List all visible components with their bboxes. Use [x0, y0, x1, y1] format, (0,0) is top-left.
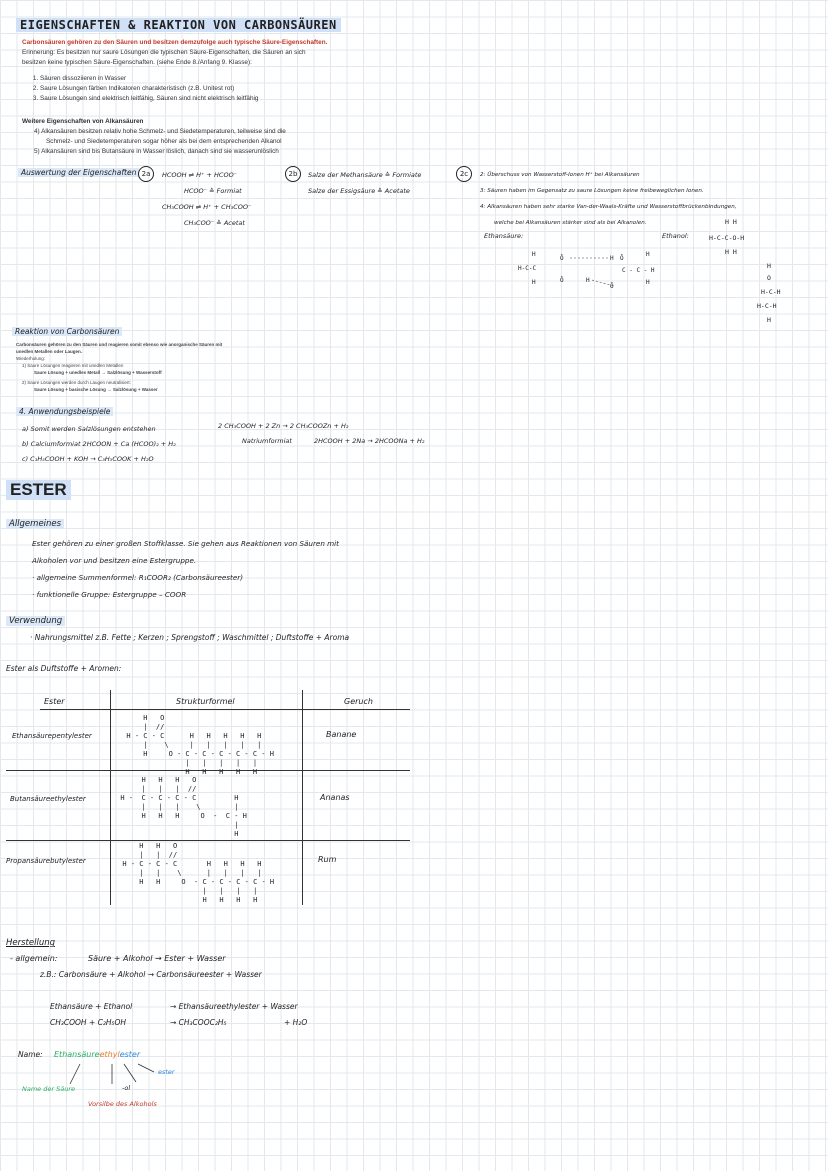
structure-ethansaeurepentylester: H O | // H - C - C H H H H H | \ | | | | | H O - C - C - C - C - C - H | | | | | H H H H H — [126, 714, 274, 776]
ester-heading: ESTER — [6, 480, 71, 500]
table-header-rule — [40, 709, 410, 710]
svg-text:H: H — [646, 251, 650, 258]
intro-bold: Carbonsäuren gehören zu den Säuren und besitzen demzufolge auch typische Säure-Eigenschaften. — [22, 39, 328, 46]
table-col-rule-1 — [110, 690, 111, 905]
herstellung-line-1: Säure + Alkohol → Ester + Wasser — [88, 954, 226, 963]
intro-block — [22, 38, 342, 104]
ethanol-structure — [705, 216, 785, 326]
svg-text:H: H — [610, 255, 614, 262]
wiederholung-1: 1) Saure Lösungen reagieren mit unedlen Metallen — [22, 363, 124, 368]
annotation-ol: -ol — [122, 1084, 131, 1092]
table-row-name: Butansäureethylester — [10, 795, 86, 803]
verwendung-heading: Verwendung — [6, 616, 65, 626]
svg-text:H: H — [767, 262, 771, 270]
svg-text:Ō: Ō — [610, 283, 614, 290]
note-2: 2: Überschuss von Wasserstoff-Ionen H⁺ bei Alkansäuren — [480, 172, 640, 178]
circle-2a: 2a — [138, 166, 154, 182]
wiederholung-2: 2) Saure Lösungen werden durch Laugen neutralisiert: — [22, 380, 131, 385]
table-row-smell: Ananas — [320, 793, 350, 802]
circle-2c: 2c — [456, 166, 472, 182]
intro-line-2: Erinnerung: Es besitzen nur saure Lösungen die typischen Säure-Eigenschaften, die Säuren an sich — [22, 49, 306, 56]
auswertung-2b-block — [308, 167, 421, 199]
circle-2b: 2b — [285, 166, 301, 182]
allgemein-line-1: Ester gehören zu einer großen Stoffklasse. Sie gehen aus Reaktionen von Säuren mit — [32, 539, 339, 548]
note-3: 3: Säuren haben im Gegensatz zu saure Lösungen keine freibeweglichen Ionen. — [480, 188, 704, 194]
wiederholung-1b: Saure Lösung + unedles Metall → Salzlösung + Wasserstoff — [34, 370, 162, 375]
anwendung-b: b) Calciumformiat 2HCOON + Ca (HCOO)₂ + H₂ — [22, 440, 176, 448]
list-item: 1. Säuren dissoziieren in Wasser — [40, 74, 342, 84]
auswertung-2a-block — [162, 167, 251, 231]
weitere-heading: Weitere Eigenschaften von Alkansäuren — [22, 118, 144, 125]
svg-text:Ō: Ō — [560, 255, 564, 262]
svg-text:H: H — [767, 316, 771, 324]
svg-text:H: H — [646, 279, 650, 286]
annotation-alkohol: Vorsilbe des Alkohols — [88, 1100, 157, 1108]
eq-formiat: HCOO⁻ ≙ Formiat — [184, 187, 242, 195]
reaktion-red-1: Carbonsäuren gehören zu den Säuren und reagieren somit ebenso wie anorganische Säuren mit — [16, 342, 223, 347]
reaktion-red-2: unedlen Metallen oder Laugen. — [16, 349, 83, 354]
allgemein-line-4: · funktionelle Gruppe: Estergruppe – COOR — [32, 590, 187, 599]
list-item: 3. Saure Lösungen sind elektrisch leitfähig, Säuren sind nicht elektrisch leitfähig — [40, 94, 342, 104]
anwendung-heading: 4. Anwendungsbeispiele — [16, 407, 113, 416]
auswertung-label: Auswertung der Eigenschaften — [18, 168, 139, 177]
eq-hcooh: HCOOH ⇌ H⁺ + HCOO⁻ — [162, 171, 238, 179]
note-4: 4: Alkansäuren haben sehr starke Van-der-Waals-Kräfte und Wasserstoffbrückenbindungen, — [480, 204, 737, 210]
weitere-item-4b: Schmelz- und Siedetemperaturen sogar höher als bei dem entsprechenden Alkanol — [46, 138, 282, 145]
allgemeines-heading: Allgemeines — [6, 519, 64, 529]
verwendung-line: · Nahrungsmittel z.B. Fette ; Kerzen ; Sprengstoff ; Waschmittel ; Duftstoffe + Aroma — [30, 633, 350, 642]
svg-text:H: H — [532, 251, 536, 258]
table-row-smell: Banane — [326, 730, 357, 739]
name-example — [54, 1050, 140, 1059]
herstellung-allgemein-label: - allgemein: — [10, 954, 58, 963]
table-row-rule-2 — [6, 840, 410, 841]
svg-text:O: O — [767, 274, 771, 282]
list-item: 2. Saure Lösungen färben Indikatoren charakteristisch (z.B. Unitest rot) — [40, 84, 342, 94]
svg-text:H: H — [586, 277, 590, 284]
svg-text:Ō: Ō — [620, 255, 624, 262]
svg-text:H-C-C: H-C-C — [518, 265, 537, 272]
herstellung-line-4b: → CH₃COOC₂H₅ — [170, 1018, 227, 1027]
ethansaeure-label: Ethansäure: — [484, 232, 524, 240]
salze-methansaeure: Salze der Methansäure ≙ Formiate — [308, 171, 422, 179]
herstellung-line-3b: → Ethansäureethylester + Wasser — [170, 1002, 298, 1011]
anwendung-eq-2: 2HCOOH + 2Na → 2HCOONa + H₂ — [314, 437, 425, 445]
table-col-rule-2 — [302, 690, 303, 905]
herstellung-heading: Herstellung — [6, 938, 55, 948]
reaktion-block — [16, 341, 222, 393]
hydrogen-bond-diagram — [510, 248, 680, 298]
anwendung-list — [22, 422, 176, 467]
weitere-item-4a: 4) Alkansäuren besitzen relativ hohe Schmelz- und Siedetemperaturen, teilweise sind die — [34, 128, 286, 135]
reaktion-heading: Reaktion von Carbonsäuren — [12, 327, 122, 336]
anwendung-c: c) C₃H₅COOH + KOH → C₃H₅COOK + H₂O — [22, 455, 154, 463]
salze-essigsaeure: Salze der Essigsäure ≙ Acetate — [308, 187, 410, 195]
natriumformiat-label: Natriumformiat — [242, 437, 292, 445]
svg-text:H-C-H: H-C-H — [761, 288, 781, 296]
herstellung-line-3a: Ethansäure + Ethanol — [50, 1002, 133, 1011]
page-title: EIGENSCHAFTEN & REAKTION VON CARBONSÄUREN — [16, 18, 341, 32]
anwendung-a: a) Somit werden Salzlösungen entstehen — [22, 425, 156, 433]
herstellung-line-2: z.B.: Carbonsäure + Alkohol → Carbonsäureester + Wasser — [40, 970, 262, 979]
eq-ch3cooh: CH₃COOH ⇌ H⁺ + CH₃COO⁻ — [162, 203, 252, 211]
svg-text:H-C-H: H-C-H — [757, 302, 777, 310]
eq-acetat: CH₃COO⁻ ≙ Acetat — [184, 219, 245, 227]
allgemein-line-3: · allgemeine Summenformel: R₁COOR₂ (Carbonsäureester) — [32, 573, 244, 582]
auswertung-2c-block — [480, 167, 737, 231]
weitere-block — [22, 117, 286, 157]
structure-propansaeurebutylester: H H O | | // H - C - C - C H H H H | | \ | | | | H H O - C - C - C - C - H | | | | H H H H — [122, 842, 275, 904]
name-label: Name: — [18, 1050, 43, 1059]
svg-text:H: H — [532, 279, 536, 286]
wiederholung-label: Wiederholung: — [16, 356, 46, 361]
anwendung-eq-1: 2 CH₃COOH + 2 Zn → 2 CH₃COOZn + H₂ — [218, 422, 349, 430]
svg-text:C - C - H: C - C - H — [622, 267, 655, 274]
herstellung-line-4c: + H₂O — [284, 1018, 308, 1027]
annotation-saeure: Name der Säure — [22, 1085, 76, 1093]
allgemeines-block — [32, 535, 339, 603]
name-part-alkyl: ethyl — [99, 1050, 120, 1059]
table-header-struktur: Strukturformel — [176, 697, 235, 706]
intro-line-3: besitzen keine typischen Säure-Eigenschaften. (siehe Ende 8./Anfang 9. Klasse): — [22, 59, 252, 66]
name-part-ester: ester — [119, 1050, 141, 1059]
intro-list — [22, 74, 342, 104]
structure-butansaeureethylester: H H H O | | | // H - C - C - C - C H | | | \ | H H H O - C - H | H — [120, 776, 247, 838]
table-row-smell: Rum — [318, 855, 337, 864]
annotation-ester: ester — [158, 1068, 175, 1076]
name-part-saeure: Ethansäure — [54, 1050, 100, 1059]
svg-text:H-C-C-O-H: H-C-C-O-H — [709, 234, 745, 242]
wiederholung-2b: Saure Lösung + basische Lösung → Salzlösung + Wasser — [34, 387, 158, 392]
svg-text:Ō: Ō — [560, 277, 564, 284]
allgemein-line-2: Alkoholen vor und besitzen eine Estergruppe. — [32, 556, 197, 565]
ethanol-label: Ethanol: — [662, 232, 689, 240]
table-row-name: Propansäurebutylester — [6, 857, 86, 865]
note-4b: welche bei Alkansäuren stärker sind als bei Alkanolen. — [494, 220, 647, 226]
duftstoffe-label: Ester als Duftstoffe + Aromen: — [6, 664, 122, 673]
herstellung-line-4a: CH₃COOH + C₂H₅OH — [50, 1018, 127, 1027]
table-row-name: Ethansäurepentylester — [12, 732, 92, 740]
table-header-geruch: Geruch — [344, 697, 373, 706]
weitere-item-5: 5) Alkansäuren sind bis Butansäure in Wasser löslich, danach sind sie wasserunlöslich — [34, 148, 279, 155]
table-header-ester: Ester — [44, 697, 65, 706]
svg-text:H H: H H — [725, 218, 737, 226]
svg-text:H H: H H — [725, 248, 737, 256]
